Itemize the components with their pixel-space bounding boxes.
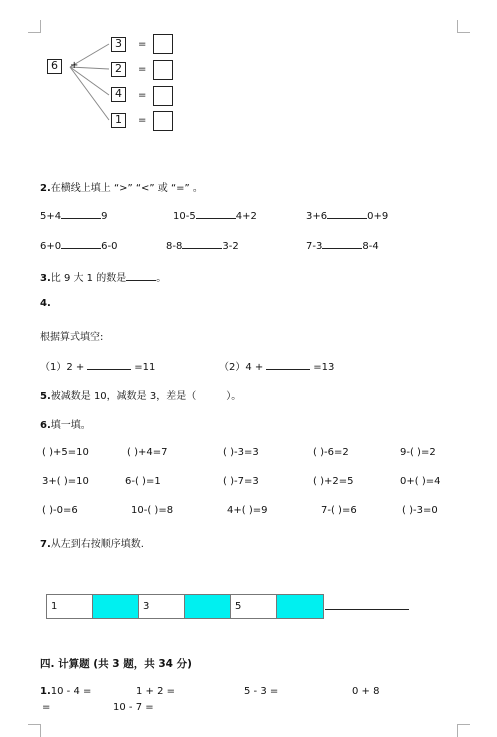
- answer-box[interactable]: [153, 111, 173, 131]
- calc-item: =: [42, 702, 51, 713]
- expr-right: 9: [101, 211, 108, 222]
- diagram-left-number: 6: [47, 59, 62, 74]
- diagram-row-number: 2: [111, 62, 126, 77]
- section-4-title: 四. 计算题 (共 3 题，共 34 分): [40, 658, 192, 670]
- q3: [40, 269, 166, 284]
- q6-item: ( )+2=5: [313, 476, 354, 487]
- answer-blank[interactable]: [266, 361, 310, 370]
- answer-blank[interactable]: [126, 272, 156, 281]
- answer-box[interactable]: [153, 86, 173, 106]
- diagram-row-number: 3: [111, 37, 126, 52]
- answer-blank[interactable]: [61, 210, 101, 219]
- calc-item: 10 - 7 =: [113, 702, 154, 713]
- number-sequence-strip: [46, 594, 324, 619]
- q2-item: [173, 210, 257, 222]
- diagram-equals: =: [138, 115, 147, 126]
- q4-number: 4.: [40, 298, 51, 309]
- q5-number: 5.: [40, 391, 51, 402]
- q4-part2-right: =13: [313, 362, 335, 373]
- answer-blank[interactable]: [327, 210, 367, 219]
- q3-number: 3.: [40, 273, 51, 284]
- calc-item: 10 - 4 =: [50, 686, 92, 697]
- diagram-equals: =: [138, 90, 147, 101]
- answer-blank[interactable]: [61, 240, 101, 249]
- expr-right: 6-0: [101, 241, 118, 252]
- corner-mark-bottom-right: [457, 724, 470, 737]
- answer-blank[interactable]: [87, 361, 131, 370]
- q6-number: 6.: [40, 420, 51, 431]
- q5-end: ）。: [226, 391, 242, 402]
- q4-part1-right: =11: [134, 362, 156, 373]
- q2-item: [306, 240, 379, 252]
- q7-number: 7.: [40, 539, 51, 550]
- q4-part2: [219, 358, 334, 373]
- corner-mark-bottom-left: [28, 724, 41, 737]
- q6-item: 6-( )=1: [125, 476, 161, 487]
- q3-text: 比 9 大 1 的数是: [50, 273, 127, 284]
- q6-item: 9-( )=2: [400, 447, 436, 458]
- answer-box[interactable]: [153, 34, 173, 54]
- q6-item: ( )-6=2: [313, 447, 349, 458]
- q7-title: [40, 535, 144, 550]
- q2-number: 2.: [40, 183, 51, 194]
- q6-item: ( )-7=3: [223, 476, 259, 487]
- sequence-cell-blank[interactable]: [185, 595, 231, 618]
- q2-title-text: 在横线上填上 “>” “<” 或 “=” 。: [50, 183, 203, 194]
- q6-item: ( )+4=7: [127, 447, 168, 458]
- calc-item: 0 + 8: [352, 686, 380, 697]
- expr-left: 7-3: [306, 241, 323, 252]
- diagram-equals: =: [138, 39, 147, 50]
- q2-item: [306, 210, 388, 222]
- answer-box[interactable]: [153, 60, 173, 80]
- expr-right: 0+9: [367, 211, 389, 222]
- q6-title: [40, 416, 91, 431]
- q2-item: [40, 240, 117, 252]
- expr-left: 5+4: [40, 211, 62, 222]
- q2-item: [40, 210, 107, 222]
- q2-item: [166, 240, 239, 252]
- diagram-equals: =: [138, 64, 147, 75]
- q6-item: 10-( )=8: [131, 505, 174, 516]
- expr-left: 6+0: [40, 241, 62, 252]
- diagram-row-number: 1: [111, 113, 126, 128]
- q2-title: [40, 179, 203, 194]
- calc-item: 5 - 3 =: [244, 686, 279, 697]
- q6-item: ( )-3=3: [223, 447, 259, 458]
- expr-right: 4+2: [235, 211, 257, 222]
- q6-item: ( )+5=10: [42, 447, 89, 458]
- expr-left: 3+6: [306, 211, 328, 222]
- q7-title-text: 从左到右按顺序填数.: [50, 539, 144, 550]
- q4-part2-left: （2）4 +: [219, 362, 264, 373]
- q3-end: 。: [156, 273, 167, 284]
- expr-right: 8-4: [362, 241, 379, 252]
- calc-line-1: [40, 686, 91, 697]
- q6-item: 4+( )=9: [227, 505, 268, 516]
- diagram-plus: +: [70, 60, 79, 71]
- sequence-cell-blank[interactable]: [93, 595, 139, 618]
- calc-number: 1.: [40, 686, 51, 697]
- expr-right: 3-2: [222, 241, 239, 252]
- answer-blank[interactable]: [182, 240, 222, 249]
- sequence-cell: 5: [231, 595, 277, 618]
- expr-left: 10-5: [173, 211, 196, 222]
- answer-blank[interactable]: [196, 210, 236, 219]
- sequence-cell: 3: [139, 595, 185, 618]
- sequence-cell: 1: [47, 595, 93, 618]
- q5-text: 被减数是 10，减数是 3，差是（: [50, 391, 197, 402]
- q4-intro: 根据算式填空:: [40, 332, 104, 343]
- calc-item: 1 + 2 =: [136, 686, 176, 697]
- corner-mark-top-right: [457, 20, 470, 33]
- expr-left: 8-8: [166, 241, 183, 252]
- q6-item: 0+( )=4: [400, 476, 441, 487]
- q4-part1: [40, 358, 155, 373]
- answer-blank[interactable]: [322, 240, 362, 249]
- q5: [40, 387, 241, 402]
- q6-title-text: 填一填。: [50, 420, 91, 431]
- diagram-row-number: 4: [111, 87, 126, 102]
- answer-line[interactable]: [325, 609, 409, 610]
- q6-item: 7-( )=6: [321, 505, 357, 516]
- q4-part1-left: （1）2 +: [40, 362, 85, 373]
- q6-item: ( )-0=6: [42, 505, 78, 516]
- q6-item: ( )-3=0: [402, 505, 438, 516]
- sequence-cell-blank[interactable]: [277, 595, 323, 618]
- q6-item: 3+( )=10: [42, 476, 89, 487]
